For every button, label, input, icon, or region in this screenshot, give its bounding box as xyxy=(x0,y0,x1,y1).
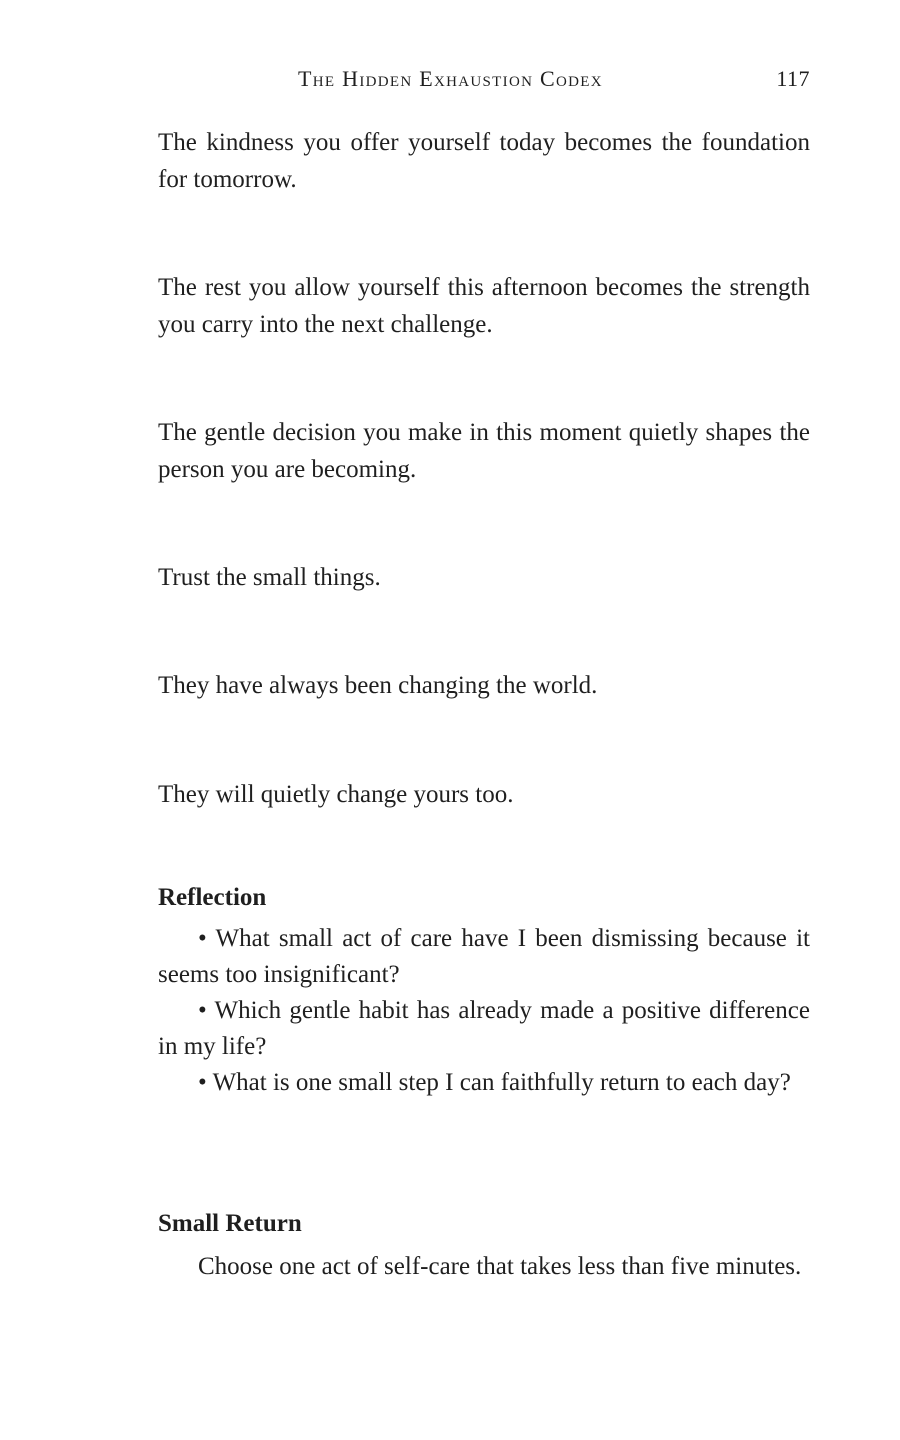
bullet-icon: • xyxy=(198,1069,207,1096)
list-item xyxy=(158,1065,810,1101)
reflection-question: What is one small step I can faithfully return to each day? xyxy=(212,1069,791,1096)
bullet-icon: • xyxy=(198,925,207,952)
reflection-question: What small act of care have I been dismissing because it seems too insignificant? xyxy=(158,925,810,988)
paragraph: Trust the small things. xyxy=(158,564,381,591)
list-item xyxy=(158,921,810,993)
reflection-question: Which gentle habit has already made a positive difference in my life? xyxy=(158,997,810,1060)
bullet-icon: • xyxy=(198,997,207,1024)
reflection-list xyxy=(158,921,810,1101)
paragraph: The kindness you offer yourself today becomes the foundation for tomorrow. xyxy=(158,129,810,193)
small-return-heading: Small Return xyxy=(158,1210,302,1237)
paragraph: They have always been changing the world. xyxy=(158,672,598,699)
paragraph: The rest you allow yourself this afternoon becomes the strength you carry into the next challenge. xyxy=(158,274,810,338)
page-number: 117 xyxy=(776,66,810,91)
running-title: The Hidden Exhaustion Codex xyxy=(298,66,603,91)
paragraph: They will quietly change yours too. xyxy=(158,781,514,808)
paragraph: The gentle decision you make in this moment quietly shapes the person you are becoming. xyxy=(158,419,810,483)
list-item xyxy=(158,993,810,1065)
small-return-text: Choose one act of self-care that takes less than five minutes. xyxy=(198,1253,802,1280)
running-header xyxy=(158,66,810,96)
reflection-heading: Reflection xyxy=(158,884,267,911)
